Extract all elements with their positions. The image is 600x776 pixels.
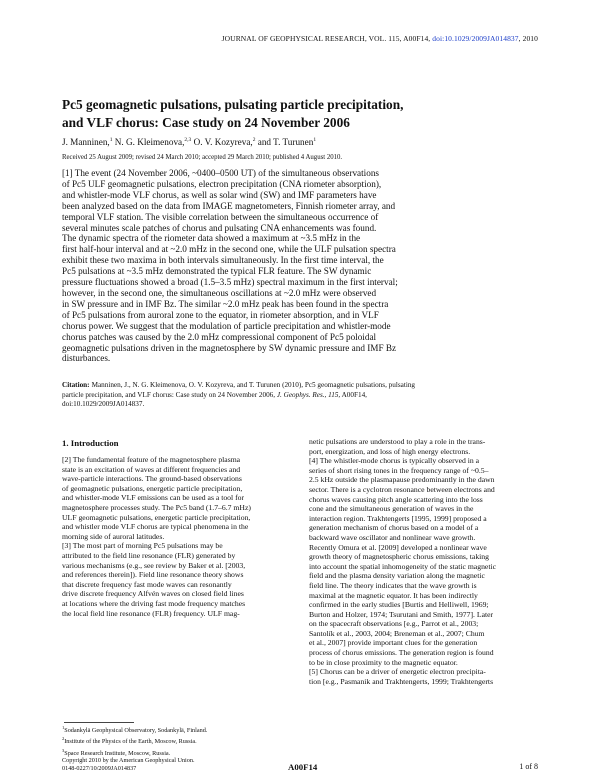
body-text-line: attributed to the field line resonance (FLR) generated by <box>62 550 236 560</box>
abstract-line: The dynamic spectra of the riometer data showed a maximum at ~3.5 mHz in the <box>62 233 361 244</box>
section-heading: 1. Introduction <box>62 438 119 448</box>
body-text-line: and references therein]). Field line resonance theory shows <box>62 570 244 580</box>
abstract-line: in SW pressure and in IMF Bz. The similar ~2.0 mHz peak has been found in the spectra <box>62 298 389 309</box>
body-text-line: Recently Omura et al. [2009] developed a nonlinear wave <box>309 542 487 552</box>
footnote-rule <box>64 722 134 723</box>
affiliation-marker: 1 <box>313 137 317 143</box>
affiliation-footnote <box>62 735 300 746</box>
affiliation-footnote <box>62 724 300 735</box>
author-name: and T. Turunen <box>257 137 314 148</box>
body-text-line: growth theory of magnetospheric chorus emissions, taking <box>309 552 489 562</box>
body-text-line: to be in close proximity to the magnetic equator. <box>309 657 458 667</box>
citation-label: Citation: <box>62 381 90 389</box>
affiliation-marker: 1 <box>109 137 113 143</box>
copyright-line: Copyright 2010 by the American Geophysical Union. <box>62 757 195 764</box>
abstract-line: pressure fluctuations showed a broad (1.5–3.5 mHz) spectral maximum in the first interval; <box>62 277 398 288</box>
citation-text: particle precipitation, and VLF chorus: Case study on 24 November 2006, <box>62 390 276 399</box>
body-text-line: [4] The whistler-mode chorus is typically observed in a <box>309 456 480 466</box>
abstract-line: chorus power. We suggest that the modulation of particle precipitation and whistler-mode <box>62 320 391 331</box>
copyright-line: 0148-0227/10/2009JA014837 <box>62 765 137 772</box>
citation-line <box>62 381 538 391</box>
footnote-marker: 1 <box>62 725 65 730</box>
abstract-line: and whistler-mode VLF chorus, as well as solar wind (SW) and IMF parameters have <box>62 189 377 200</box>
body-text-line: drive discrete frequency Alfvén waves on closed field lines <box>62 589 244 599</box>
body-text-line: that discrete frequency fast mode waves can resonantly <box>62 579 232 589</box>
body-text-line: ULF geomagnetic pulsations, energetic particle precipitation, <box>62 512 251 522</box>
abstract-line: disturbances. <box>62 353 111 364</box>
body-text-line: 2.5 kHz outside the plasmapause predominantly in the dawn <box>309 475 495 485</box>
author-list <box>62 137 316 147</box>
abstract-line: exhibit these two maxima in both intervals simultaneously. In the first time interval, the <box>62 255 384 266</box>
footnote-text: Institute of the Physics of the Earth, Moscow, Russia. <box>64 738 197 746</box>
received-dates: Received 25 August 2009; revised 24 March 2010; accepted 29 March 2010; published 4 August 2010. <box>62 154 343 161</box>
body-text-line: and whistler-mode VLF emissions can be used as a tool for <box>62 493 245 503</box>
citation-block <box>62 381 538 410</box>
left-column-text <box>62 455 300 618</box>
abstract-line: Pc5 pulsations at ~3.5 mHz demonstrated the typical FLR feature. The SW dynamic <box>62 266 372 277</box>
citation-text: A00F14, <box>341 390 367 399</box>
body-text-line: field line. The theory indicates that the wave growth is <box>309 580 477 590</box>
body-text-line: series of short rising tones in the frequency range of ~0.5– <box>309 465 489 475</box>
body-text-line: and whistler mode VLF chorus are typical phenomena in the <box>62 522 249 532</box>
author-name: N. G. Kleimenova, <box>114 137 185 148</box>
body-text-line: Burton and Holzer, 1974; Tsurutani and Smith, 1977]. Later <box>309 609 494 619</box>
body-text-line: cone and the simultaneous generation of waves in the <box>309 504 474 514</box>
affiliation-marker: 2,3 <box>184 137 192 143</box>
body-text-line: state is an excitation of waves at different frequencies and <box>62 464 241 474</box>
body-text-line: the local field line resonance (FLR) frequency. ULF mag- <box>62 608 240 618</box>
abstract-line: first half-hour interval and at ~2.0 mHz in the second one, while the ULF pulsation spectra <box>62 244 396 255</box>
right-column-text <box>309 437 547 686</box>
body-text-line: sector. There is a cyclotron resonance between electrons and <box>309 484 495 494</box>
article-id: A00F14 <box>288 762 318 772</box>
right-column <box>309 437 547 686</box>
citation-text: Manninen, J., N. G. Kleimenova, O. V. Kozyreva, and T. Turunen (2010), Pc5 geomagnetic pulsations, pulsating <box>91 381 416 389</box>
journal-year: , 2010 <box>518 34 538 43</box>
body-text-line: magnetosphere processes study. The Pc5 band (1.7–6.7 mHz) <box>62 502 251 512</box>
affiliation-marker: 2 <box>252 137 256 143</box>
footnote-marker: 2 <box>62 736 65 742</box>
footnotes <box>62 724 300 758</box>
paper-title <box>62 96 502 132</box>
body-text-line: at locations where the driving fast mode frequency matches <box>62 598 246 608</box>
author-name: J. Manninen, <box>62 137 110 148</box>
citation-doi: doi:10.1029/2009JA014837. <box>62 400 145 409</box>
copyright-notice <box>62 757 195 773</box>
body-text-line: of geomagnetic pulsations, energetic particle precipitation, <box>62 483 243 493</box>
body-text-line: generation mechanism of chorus based on a model of a <box>309 523 479 533</box>
running-head <box>222 34 538 43</box>
body-text-line: port, energization, and loss of high energy electrons. <box>309 446 471 456</box>
footnote-text: Space Research Institute, Moscow, Russia. <box>64 749 171 757</box>
body-text-line: field and the plasma density variation along the magnetic <box>309 571 485 581</box>
abstract-line: temporal VLF station. The visible correlation between the simultaneous occurrence of <box>62 211 379 222</box>
title-line: Pc5 geomagnetic pulsations, pulsating particle precipitation, <box>62 97 404 112</box>
body-text-line: wave-particle interactions. The ground-based observations <box>62 474 242 484</box>
abstract-line: of Pc5 ULF geomagnetic pulsations, electron precipitation (CNA riometer absorption), <box>62 178 382 189</box>
body-text-line: et al., 2007] provide important clues for the generation <box>309 638 478 648</box>
citation-line <box>62 391 538 401</box>
abstract-line <box>62 168 538 179</box>
left-column <box>62 437 300 618</box>
citation-journal: J. Geophys. Res., 115, <box>276 390 341 399</box>
footnote-marker: 3 <box>62 747 65 753</box>
title-line: and VLF chorus: Case study on 24 November 2006 <box>62 115 350 130</box>
abstract-line: of Pc5 pulsations from auroral zone to the equator, in riometer absorption, and in VLF <box>62 309 379 320</box>
abstract <box>62 168 538 364</box>
abstract-line: chorus patches was caused by the 2.0 mHz compressional component of Pc5 poloidal <box>62 331 377 342</box>
body-text-line: morning side of auroral latitudes. <box>62 531 165 541</box>
body-text-line: into account the spatial inhomogeneity of the static magnetic <box>309 561 497 571</box>
author-name: O. V. Kozyreva, <box>193 137 253 148</box>
body-text-line: on the spacecraft observations [e.g., Parrot et al., 2003; <box>309 619 479 629</box>
abstract-text: The event (24 November 2006, ~0400–0500 UT) of the simultaneous observations <box>74 168 379 178</box>
body-text-line: chorus waves causing pitch angle scattering into the loss <box>309 494 483 504</box>
body-text-line: interaction region. Trakhtengerts [1995, 1999] proposed a <box>309 513 487 523</box>
body-text-line: process of chorus emissions. The generation region is found <box>309 648 494 658</box>
body-text-line: [5] Chorus can be a driver of energetic electron precipita- <box>309 667 486 677</box>
paragraph-number: [1] <box>62 168 73 178</box>
body-text-line: [3] The most part of morning Pc5 pulsations may be <box>62 541 223 551</box>
body-text-line: [2] The fundamental feature of the magnetosphere plasma <box>62 455 241 464</box>
body-text-line: tion [e.g., Pasmanik and Trakhtengerts, 1999; Trakhtengerts <box>309 676 494 686</box>
page-number: 1 of 8 <box>519 762 538 771</box>
abstract-line: geomagnetic pulsations driven in the magnetosphere by SW dynamic pressure and IMF Bz <box>62 342 397 353</box>
body-text-line: various mechanisms (e.g., see review by Baker et al. [2003, <box>62 560 246 570</box>
body-text-line: netic pulsations are understood to play a role in the trans- <box>309 437 486 446</box>
abstract-line: been analyzed based on the data from IMAGE magnetometers, Finnish riometer array, and <box>62 200 396 211</box>
doi-link[interactable]: doi:10.1029/2009JA014837 <box>432 34 519 43</box>
body-text-line: maximal at the magnetic equator. It has been indirectly <box>309 590 478 600</box>
journal-name: JOURNAL OF GEOPHYSICAL RESEARCH, VOL. 115, A00F14, <box>221 34 431 43</box>
body-text-line: Santolík et al., 2003, 2004; Breneman et al., 2007; Chum <box>309 628 485 638</box>
abstract-line: several minutes scale patches of chorus and pulsating CNA enhancements was found. <box>62 222 377 233</box>
abstract-line: however, in the second one, the simultaneous oscillations at ~2.0 mHz were observed <box>62 287 377 298</box>
body-text-line: backward wave oscillator and nonlinear wave growth. <box>309 532 476 542</box>
footnote-text: Sodankylä Geophysical Observatory, Sodankylä, Finland. <box>64 727 208 735</box>
body-text-line: confirmed in the early studies [Burtis and Helliwell, 1969; <box>309 600 489 610</box>
